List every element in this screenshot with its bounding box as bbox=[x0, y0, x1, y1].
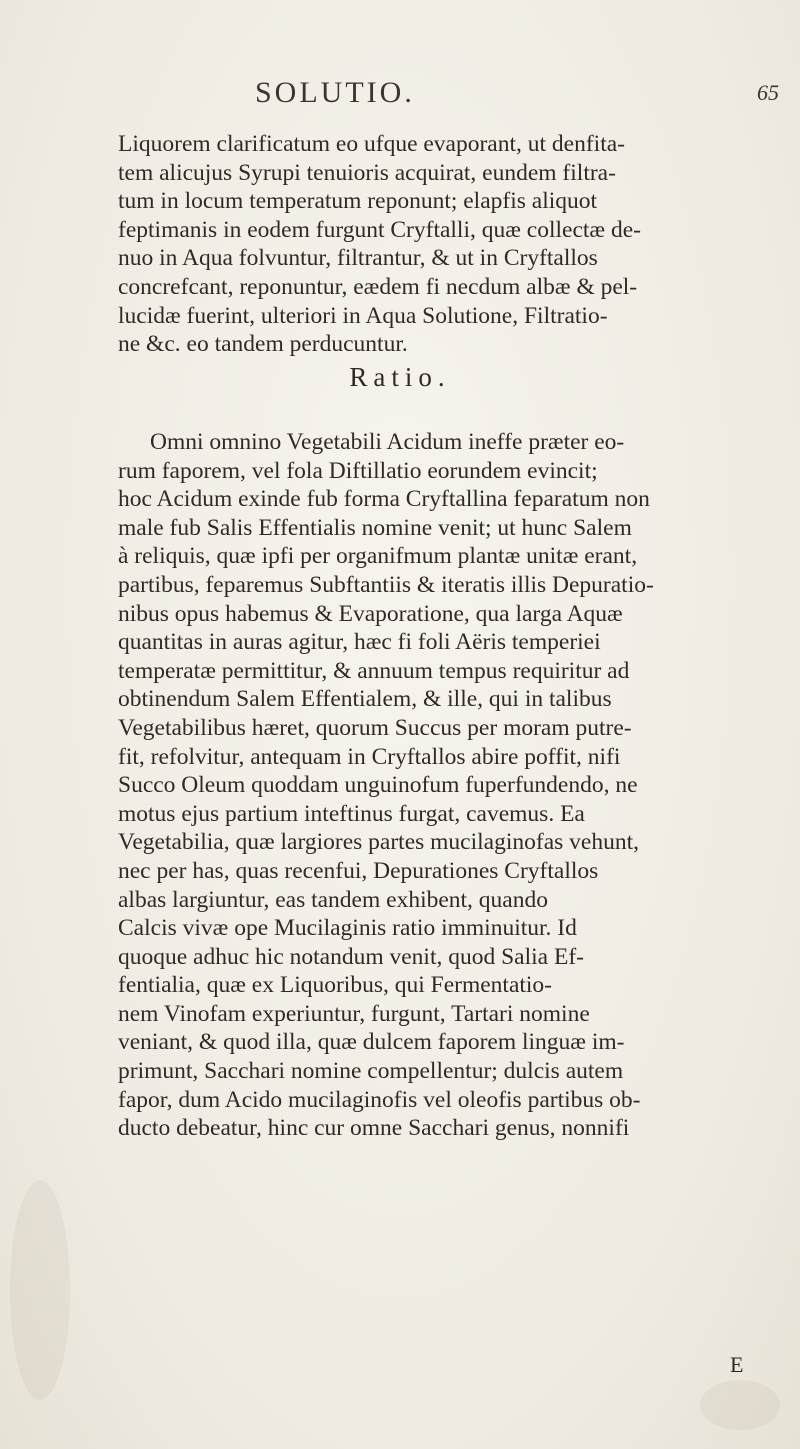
text-line: tem alicujus Syrupi tenuioris acquirat, eundem filtra- bbox=[118, 159, 616, 186]
text-line: Vegetabilibus hæret, quorum Succus per moram putre- bbox=[118, 714, 632, 741]
text-line: obtinendum Salem Effentialem, & ille, qui in talibus bbox=[118, 686, 612, 713]
text-line: temperatæ permittitur, & annuum tempus requiritur ad bbox=[118, 657, 630, 684]
text-line: quantitas in auras agitur, hæc fi foli Aëris temperiei bbox=[118, 629, 601, 656]
text-line: Calcis vivæ ope Mucilaginis ratio imminuitur. Id bbox=[118, 915, 577, 942]
catchword: E bbox=[730, 1352, 744, 1377]
text-line: ne &c. eo tandem perducuntur. bbox=[118, 331, 408, 358]
text-line: male fub Salis Effentialis nomine venit; ut hunc Salem bbox=[118, 514, 632, 541]
text-line: Omni omnino Vegetabili Acidum ineffe præter eo- bbox=[150, 429, 625, 455]
paper-stain bbox=[700, 1380, 780, 1430]
section-heading: Ratio. bbox=[349, 362, 451, 392]
text-line: hoc Acidum exinde fub forma Cryftallina feparatum non bbox=[118, 486, 650, 513]
text-line: lucidæ fuerint, ulteriori in Aqua Solutione, Filtratio- bbox=[118, 302, 608, 329]
text-line: ducto debeatur, hinc cur omne Sacchari genus, nonnifi bbox=[118, 1115, 630, 1142]
text-line: quoque adhuc hic notandum venit, quod Salia Ef- bbox=[118, 943, 584, 970]
page-number: 65 bbox=[757, 80, 779, 105]
text-line: Liquorem clarificatum eo ufque evaporant, ut denfita- bbox=[118, 131, 625, 157]
running-title: SOLUTIO. bbox=[255, 76, 415, 109]
paragraph-ratio bbox=[118, 428, 788, 1143]
text-line: concrefcant, reponuntur, eædem fi necdum albæ & pel- bbox=[118, 273, 638, 300]
paragraph-solutio bbox=[118, 130, 788, 359]
text-line: à reliquis, quæ ipfi per organifmum plantæ unitæ erant, bbox=[118, 543, 638, 570]
text-line: nibus opus habemus & Evaporatione, qua larga Aquæ bbox=[118, 600, 623, 627]
text-line: nuo in Aqua folvuntur, filtrantur, & ut in Cryftallos bbox=[118, 245, 598, 272]
text-line: tum in locum temperatum reponunt; elapfis aliquot bbox=[118, 188, 598, 215]
text-line: feptimanis in eodem furgunt Cryftalli, quæ collectæ de- bbox=[118, 216, 641, 243]
paper-stain bbox=[10, 1180, 70, 1400]
text-line: partibus, feparemus Subftantiis & iteratis illis Depuratio- bbox=[118, 571, 654, 598]
text-line: primunt, Sacchari nomine compellentur; dulcis autem bbox=[118, 1058, 624, 1085]
text-line: motus ejus partium inteftinus furgat, cavemus. Ea bbox=[118, 800, 585, 827]
text-line: fentialia, quæ ex Liquoribus, qui Fermentatio- bbox=[118, 972, 553, 999]
text-line: nec per has, quas recenfui, Depurationes Cryftallos bbox=[118, 857, 599, 884]
text-line: rum faporem, vel fola Diftillatio eorundem evincit; bbox=[118, 457, 598, 484]
text-line: nem Vinofam experiuntur, furgunt, Tartari nomine bbox=[118, 1000, 590, 1027]
text-line: Vegetabilia, quæ largiores partes mucilaginofas vehunt, bbox=[118, 829, 639, 856]
running-head bbox=[0, 72, 800, 112]
text-line: veniant, & quod illa, quæ dulcem faporem linguæ im- bbox=[118, 1029, 625, 1056]
text-line: fapor, dum Acido mucilaginofis vel oleofis partibus ob- bbox=[118, 1086, 641, 1113]
text-line: fit, refolvitur, antequam in Cryftallos abire poffit, nifi bbox=[118, 743, 621, 770]
text-line: Succo Oleum quoddam unguinofum fuperfundendo, ne bbox=[118, 772, 638, 799]
text-line: albas largiuntur, eas tandem exhibent, quando bbox=[118, 886, 548, 913]
